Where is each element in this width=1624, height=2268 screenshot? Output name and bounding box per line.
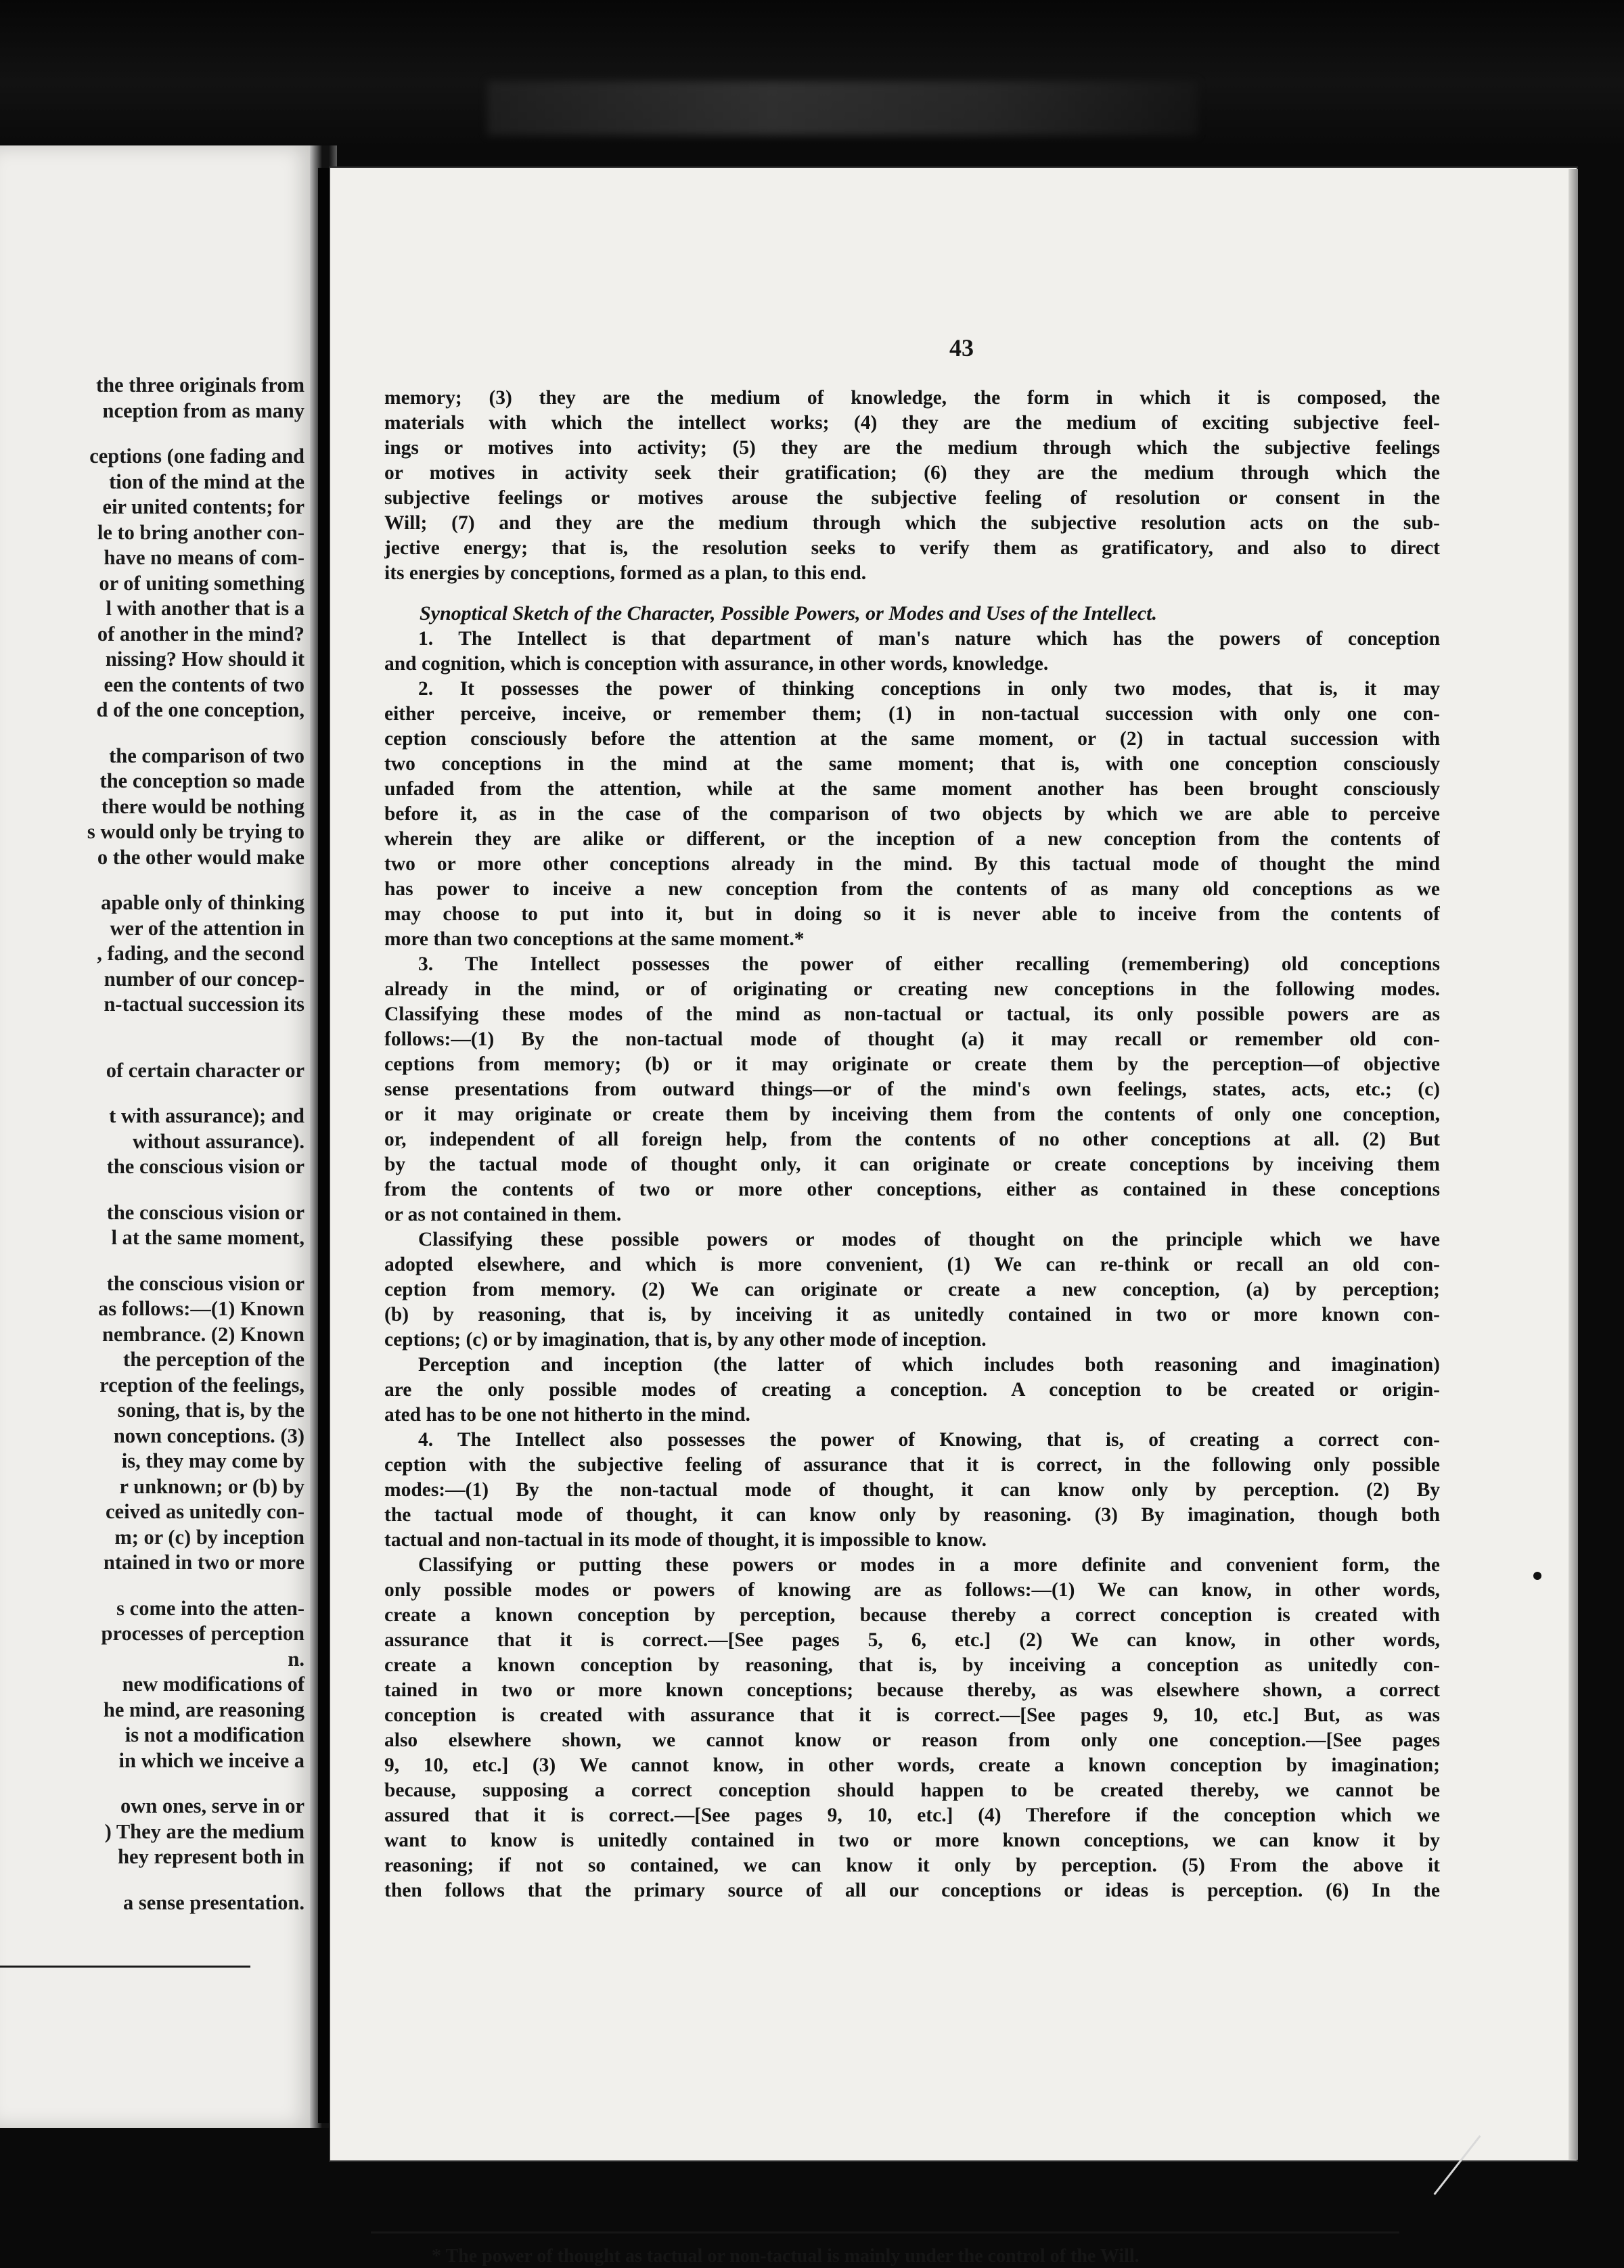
body-line: materials with which the intellect works; (4) they are the medium of exciting subjective feel- <box>384 412 1440 434</box>
body-line: ception consciously before the attention at the same moment, or (2) in tactual succession with <box>384 728 1440 750</box>
left-page-line: l at the same moment, <box>111 1226 304 1249</box>
left-page-line: n. <box>288 1647 304 1671</box>
body-line: ceptions; (c) or by imagination, that is, by any other mode of inception. <box>384 1329 987 1351</box>
left-page-line: a sense presentation. <box>122 1890 304 1914</box>
right-page <box>330 168 1577 2267</box>
body-line: only possible modes or powers of knowing are as follows:—(1) We can know, in other words, <box>384 1579 1440 1601</box>
scan-top-blur <box>487 81 1198 135</box>
left-page-line: nown conceptions. (3) <box>113 1424 304 1447</box>
body-line: then follows that the primary source of all our conceptions or ideas is perception. (6) In the <box>384 1880 1440 1901</box>
body-line: more than two conceptions at the same moment.* <box>384 928 805 950</box>
body-line: create a known conception by reasoning, that is, by inceiving a conception as unitedly con- <box>384 1654 1440 1676</box>
body-line: wherein they are alike or different, or the inception of a new conception from the contents of <box>384 828 1440 850</box>
left-page <box>0 145 317 2128</box>
body-line: Will; (7) and they are the medium through which the subjective resolution acts on the sub- <box>384 512 1440 534</box>
body-line: 4. The Intellect also possesses the power of Knowing, that is, of creating a correct con- <box>418 1429 1440 1451</box>
left-page-line: apable only of thinking <box>101 891 304 914</box>
left-page-line: ceptions (one fading and <box>89 445 304 468</box>
body-line: ception from memory. (2) We can originate or create a new conception, (a) by perception; <box>384 1279 1440 1300</box>
body-line: Classifying or putting these powers or modes in a more definite and convenient form, the <box>418 1554 1440 1576</box>
body-line: assurance that it is correct.—[See pages 5, 6, etc.] (2) We can know, in other words, <box>384 1629 1440 1651</box>
body-line: reasoning; if not so contained, we can know it only by perception. (5) From the above it <box>384 1855 1440 1876</box>
left-page-line: the conscious vision or <box>106 1200 304 1224</box>
body-line: because, supposing a correct conception should happen to be created thereby, we cannot be <box>384 1779 1440 1801</box>
left-page-line: the perception of the <box>123 1348 304 1371</box>
body-line: assured that it is correct.—[See pages 9, 10, etc.] (4) Therefore if the conception which we <box>384 1805 1440 1826</box>
left-page-line: of certain character or <box>106 1058 304 1082</box>
body-line: conception is created with assurance that it is correct.—[See pages 9, 10, etc.] But, as was <box>384 1704 1440 1726</box>
left-page-line: ntained in two or more <box>103 1551 304 1574</box>
page-number: 43 <box>949 334 974 361</box>
left-page-line: nissing? How should it <box>105 648 304 671</box>
left-page-line: the conception so made <box>99 769 304 792</box>
body-line: 2. It possesses the power of thinking conceptions in only two modes, that is, it may <box>418 678 1440 700</box>
left-page-line: eir united contents; for <box>102 495 304 518</box>
left-page-line: or of uniting something <box>99 571 304 595</box>
body-line: two conceptions in the mind at the same moment; that is, with one conception consciously <box>384 753 1440 775</box>
left-page-line: l with another that is a <box>106 597 304 620</box>
body-line: or, independent of all foreign help, from the contents of no other conceptions at all. (2) But <box>384 1129 1440 1150</box>
left-page-line: tion of the mind at the <box>109 470 304 493</box>
left-page-line: le to bring another con- <box>97 520 304 544</box>
left-page-line: new modifications of <box>122 1673 304 1696</box>
body-line: (b) by reasoning, that is, by inceiving it as unitedly contained in two or more known con- <box>384 1304 1440 1325</box>
body-line: either perceive, inceive, or remember them; (1) in non-tactual succession with only one con- <box>384 703 1440 725</box>
left-page-line: n-tactual succession its <box>104 993 304 1016</box>
body-line: 1. The Intellect is that department of man's nature which has the powers of conception <box>418 628 1440 650</box>
left-page-line: processes of perception <box>101 1622 304 1645</box>
left-page-line: own ones, serve in or <box>120 1794 304 1817</box>
left-page-line: t with assurance); and <box>109 1104 304 1127</box>
left-page-line: ceived as unitedly con- <box>106 1500 304 1523</box>
left-page-line: number of our concep- <box>104 967 304 991</box>
left-page-line: as follows:—(1) Known <box>97 1297 304 1320</box>
left-footnote-rule <box>0 1966 250 1968</box>
body-line: want to know is unitedly contained in two or more known conceptions, we can know it by <box>384 1830 1440 1851</box>
left-page-line: without assurance). <box>132 1129 304 1153</box>
body-line: ception with the subjective feeling of assurance that it is correct, in the following only possible <box>384 1454 1440 1476</box>
body-line: or it may originate or create them by inceiving them from the contents of only one conception, <box>384 1104 1440 1125</box>
left-page-line: ) They are the medium <box>104 1819 304 1843</box>
body-line: unfaded from the attention, while at the same moment another has been brought consciously <box>384 778 1440 800</box>
body-line: may choose to put into it, but in doing so it is never able to inceive from the contents of <box>384 903 1440 925</box>
left-page-line: s come into the atten- <box>116 1596 304 1620</box>
body-line: two or more other conceptions already in the mind. By this tactual mode of thought the mind <box>384 853 1440 875</box>
speck-mark <box>1533 1572 1541 1580</box>
body-line: from the contents of two or more other conceptions, either as contained in these conceptions <box>384 1179 1440 1200</box>
left-page-line: nembrance. (2) Known <box>102 1322 304 1346</box>
left-page-line: nception from as many <box>102 399 304 422</box>
body-line: or motives in activity seek their gratification; (6) they are the medium through which the <box>384 462 1440 484</box>
body-line: jective energy; that is, the resolution seeks to verify them as gratificatory, and also to direct <box>384 537 1440 559</box>
page-edge <box>1569 169 1578 2160</box>
left-page-line: r unknown; or (b) by <box>119 1474 304 1498</box>
body-line: has power to inceive a new conception from the contents of as many old conceptions as we <box>384 878 1440 900</box>
left-page-line: wer of the attention in <box>110 916 304 940</box>
left-page-line: there would be nothing <box>101 794 304 818</box>
body-line: ated has to be one not hitherto in the mind. <box>384 1404 750 1426</box>
body-line: before it, as in the case of the comparison of two objects by which we are able to perceive <box>384 803 1440 825</box>
body-line: follows:—(1) By the non-tactual mode of thought (a) it may recall or remember old con- <box>384 1028 1440 1050</box>
body-line: are the only possible modes of creating a conception. A conception to be created or origin- <box>384 1379 1440 1401</box>
body-line: or as not contained in them. <box>384 1204 622 1225</box>
left-page-line: is, they may come by <box>121 1449 304 1472</box>
body-line: ceptions from memory; (b) or it may originate or create them by the perception—of objective <box>384 1053 1440 1075</box>
left-page-line: of another in the mind? <box>97 622 304 645</box>
left-page-line: , fading, and the second <box>97 942 304 965</box>
footnote: * The power of thought as tactual or non-tactual is mainly under the control of the Will. <box>432 2246 1140 2267</box>
left-page-line: hey represent both in <box>118 1845 304 1868</box>
body-line: ings or motives into activity; (5) they are the medium through which the subjective feelings <box>384 437 1440 459</box>
footnote-rule <box>371 2231 1399 2233</box>
body-line: memory; (3) they are the medium of knowledge, the form in which it is composed, the <box>384 387 1440 409</box>
left-page-line: the conscious vision or <box>106 1271 304 1295</box>
body-line: also elsewhere shown, we cannot know or reason from only one conception.—[See pages <box>384 1729 1440 1751</box>
left-page-line: een the contents of two <box>104 673 304 696</box>
left-page-line: have no means of com- <box>104 546 304 569</box>
left-page-line: the comparison of two <box>109 744 304 767</box>
body-line: the tactual mode of thought, it can know only by reasoning. (3) By imagination, though both <box>384 1504 1440 1526</box>
left-page-line: s would only be trying to <box>87 820 304 843</box>
body-line: and cognition, which is conception with assurance, in other words, knowledge. <box>384 653 1049 675</box>
body-line: Classifying these modes of the mind as non-tactual or tactual, its only possible powers are as <box>384 1003 1440 1025</box>
body-line: adopted elsewhere, and which is more convenient, (1) We can re-think or recall an old con- <box>384 1254 1440 1275</box>
left-page-line: m; or (c) by inception <box>114 1525 304 1549</box>
left-page-line: the three originals from <box>95 373 304 396</box>
body-line: 9, 10, etc.] (3) We cannot know, in other words, create a known conception by imagination; <box>384 1754 1440 1776</box>
left-page-line: rception of the feelings, <box>99 1373 304 1397</box>
body-line: sense presentations from outward things—or of the mind's own feelings, states, acts, etc.; (c) <box>384 1079 1440 1100</box>
left-page-line: soning, that is, by the <box>117 1399 304 1422</box>
body-line: Classifying these possible powers or modes of thought on the principle which we have <box>418 1229 1440 1250</box>
left-page-text <box>0 145 317 2128</box>
left-page-line: he mind, are reasoning <box>103 1698 304 1721</box>
left-page-line: the conscious vision or <box>106 1155 304 1178</box>
body-line: subjective feelings or motives arouse the subjective feeling of resolution or consent in the <box>384 487 1440 509</box>
left-page-line: is not a modification <box>125 1723 304 1746</box>
body-line: tactual and non-tactual in its mode of thought, it is impossible to know. <box>384 1529 987 1551</box>
left-page-line: d of the one conception, <box>96 698 304 721</box>
section-heading: Synoptical Sketch of the Character, Possible Powers, or Modes and Uses of the Intellect. <box>420 602 1158 625</box>
page-body <box>384 386 1440 1903</box>
body-line: its energies by conceptions, formed as a plan, to this end. <box>384 562 867 584</box>
left-page-line: in which we inceive a <box>118 1748 304 1772</box>
body-line: already in the mind, or of originating or creating new conceptions in the following modes. <box>384 978 1440 1000</box>
body-line: modes:—(1) By the non-tactual mode of thought, it can know only by perception. (2) By <box>384 1479 1440 1501</box>
body-line: 3. The Intellect possesses the power of either recalling (remembering) old conceptions <box>418 953 1440 975</box>
body-line: Perception and inception (the latter of which includes both reasoning and imagination) <box>418 1354 1440 1376</box>
left-page-line: o the other would make <box>97 845 304 869</box>
body-line: create a known conception by perception, because thereby a correct conception is created with <box>384 1604 1440 1626</box>
body-line: tained in two or more known conceptions; because thereby, as was elsewhere shown, a correct <box>384 1679 1440 1701</box>
body-line: by the tactual mode of thought only, it can originate or create conceptions by inceiving them <box>384 1154 1440 1175</box>
